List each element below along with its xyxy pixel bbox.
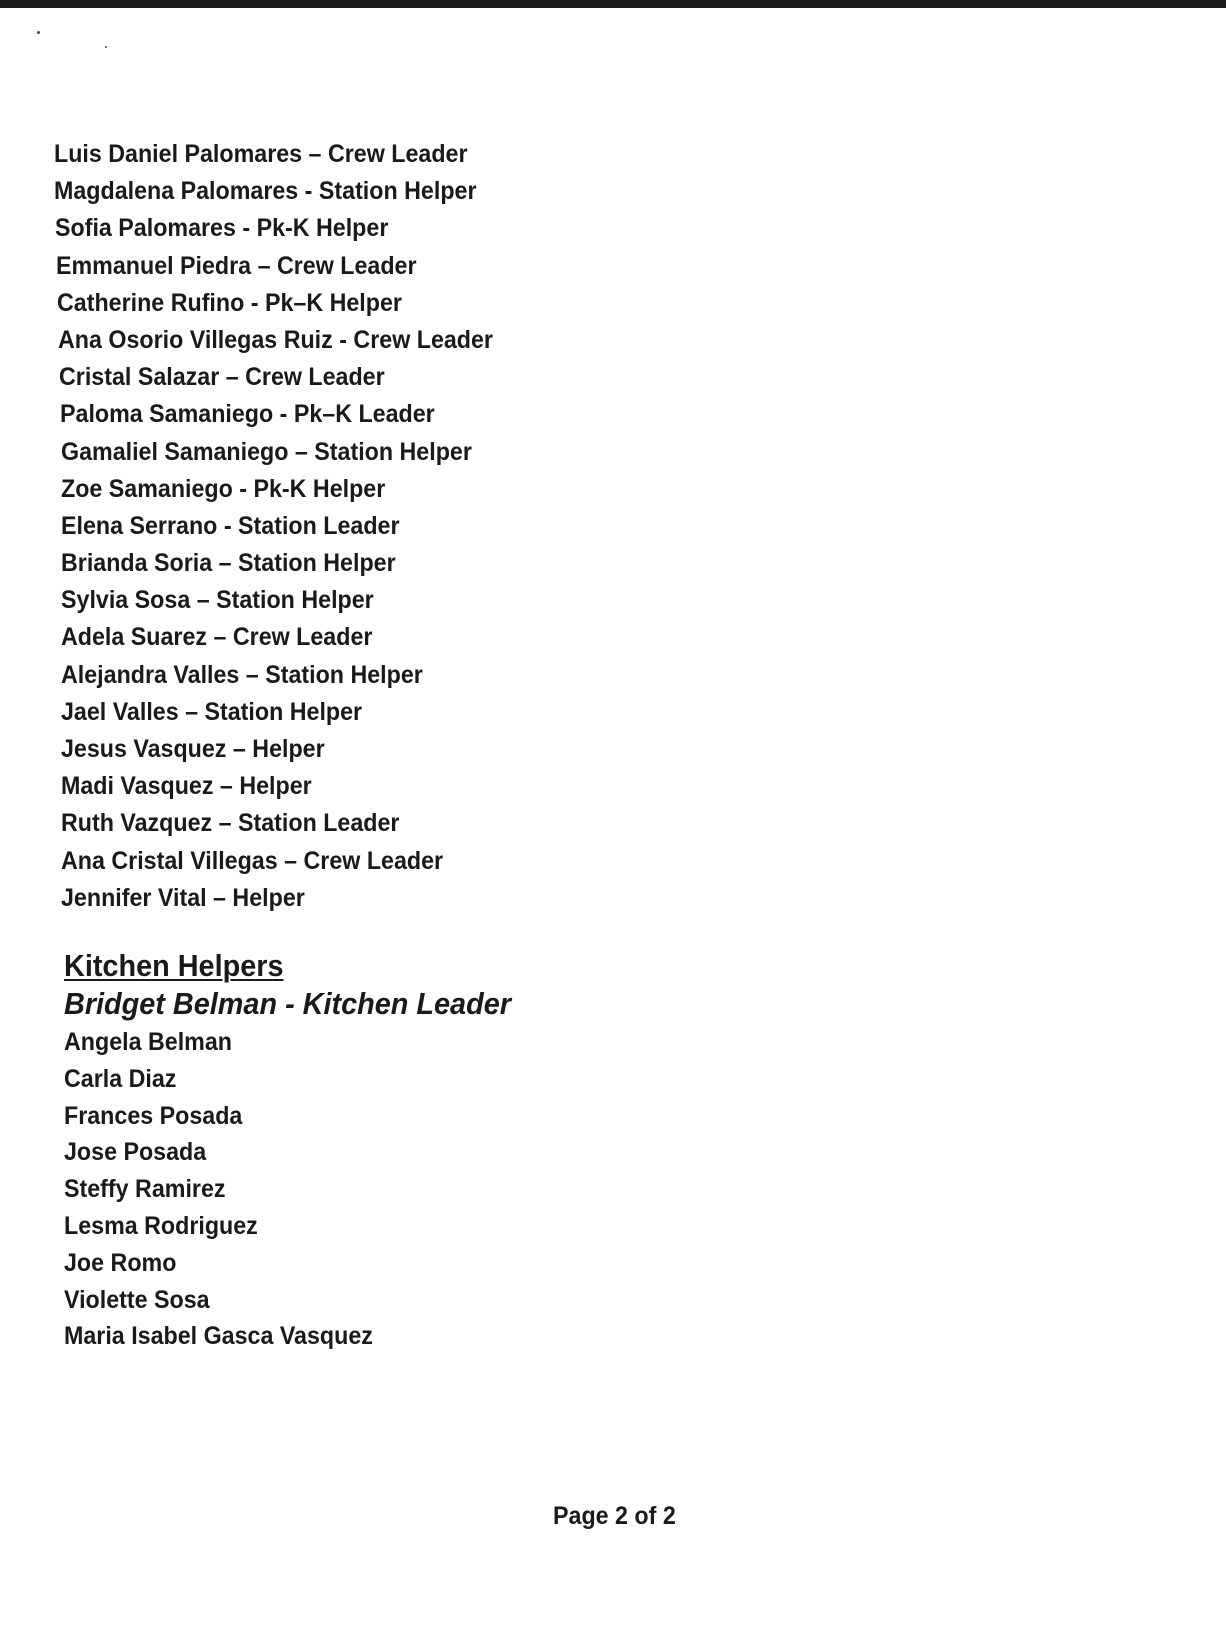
roster-entry: Sofia Palomares - Pk-K Helper <box>55 214 389 243</box>
kitchen-helper-entry: Angela Belman <box>64 1028 232 1056</box>
roster-entry: Catherine Rufino - Pk–K Helper <box>57 288 402 317</box>
kitchen-helper-entry: Joe Romo <box>64 1248 177 1277</box>
kitchen-helper-entry: Carla Diaz <box>64 1064 177 1093</box>
kitchen-leader: Bridget Belman - Kitchen Leader <box>64 986 511 1021</box>
scan-speck <box>37 31 40 34</box>
kitchen-helper-entry: Maria Isabel Gasca Vasquez <box>64 1322 373 1351</box>
roster-entry: Zoe Samaniego - Pk-K Helper <box>61 474 386 503</box>
roster-entry: Ruth Vazquez – Station Leader <box>61 809 400 838</box>
kitchen-helper-entry: Lesma Rodriguez <box>64 1211 258 1240</box>
roster-entry: Jennifer Vital – Helper <box>61 883 305 912</box>
kitchen-helper-entry: Jose Posada <box>64 1138 207 1167</box>
roster-entry: Adela Suarez – Crew Leader <box>61 623 373 652</box>
kitchen-helper-entry: Violette Sosa <box>64 1285 210 1314</box>
kitchen-helpers-list <box>64 1024 545 1355</box>
kitchen-helper-entry: Steffy Ramirez <box>64 1175 226 1204</box>
volunteer-roster <box>56 136 526 917</box>
kitchen-helpers-heading: Kitchen Helpers <box>64 948 284 983</box>
roster-entry: Brianda Soria – Station Helper <box>61 549 396 578</box>
roster-entry: Cristal Salazar – Crew Leader <box>59 363 385 392</box>
roster-entry: Emmanuel Piedra – Crew Leader <box>56 251 417 280</box>
roster-entry: Ana Osorio Villegas Ruiz - Crew Leader <box>58 325 493 354</box>
roster-entry: Jael Valles – Station Helper <box>61 697 363 726</box>
roster-entry: Ana Cristal Villegas – Crew Leader <box>61 846 444 875</box>
kitchen-helpers-section <box>64 948 545 1355</box>
roster-entry: Madi Vasquez – Helper <box>61 772 312 801</box>
roster-entry: Paloma Samaniego - Pk–K Leader <box>60 400 435 429</box>
scan-speck <box>105 46 107 48</box>
roster-entry: Jesus Vasquez – Helper <box>61 735 325 763</box>
roster-entry: Gamaliel Samaniego – Station Helper <box>61 437 472 466</box>
roster-entry: Sylvia Sosa – Station Helper <box>61 586 374 615</box>
scan-top-border <box>0 0 1226 8</box>
kitchen-helper-entry: Frances Posada <box>64 1101 243 1130</box>
roster-entry: Luis Daniel Palomares – Crew Leader <box>54 140 468 168</box>
page-number: Page 2 of 2 <box>553 1502 676 1530</box>
roster-entry: Magdalena Palomares - Station Helper <box>54 177 477 206</box>
roster-entry: Elena Serrano - Station Leader <box>61 511 400 540</box>
roster-entry: Alejandra Valles – Station Helper <box>61 660 423 689</box>
